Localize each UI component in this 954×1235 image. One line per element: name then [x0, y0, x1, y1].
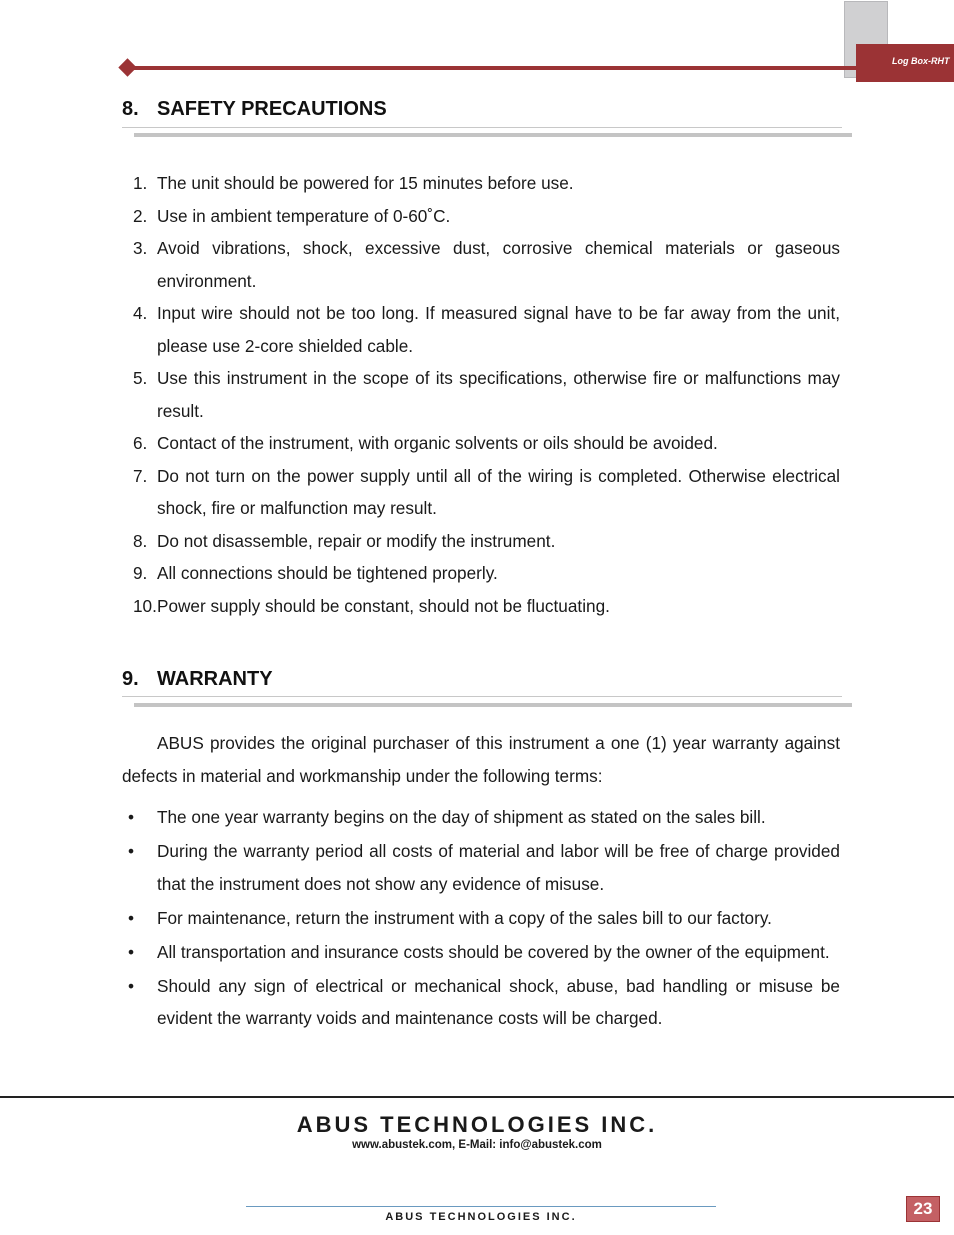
list-item: • During the warranty period all costs of material and labor will be free of charge provided that the instrument does not show any evidence of misuse.	[128, 841, 840, 894]
list-item: 3. Avoid vibrations, shock, excessive dust, corrosive chemical materials or gaseous environment.	[133, 238, 840, 291]
footer-thin-rule	[246, 1206, 716, 1207]
list-item: 1. The unit should be powered for 15 minutes before use.	[133, 173, 574, 193]
section-title: SAFETY PRECAUTIONS	[157, 98, 387, 120]
footer-rule	[0, 1096, 954, 1098]
list-item: 2. Use in ambient temperature of 0-60˚C.	[133, 205, 451, 226]
list-item: • All transportation and insurance costs should be covered by the owner of the equipment.	[128, 941, 830, 962]
footer-company: ABUS TECHNOLOGIES INC.	[296, 1112, 658, 1137]
heading-rule-thick	[134, 133, 852, 137]
section-title: WARRANTY	[157, 668, 273, 690]
footer-company-small: ABUS TECHNOLOGIES INC.	[385, 1211, 577, 1223]
list-item: • For maintenance, return the instrument with a copy of the sales bill to our factory.	[128, 907, 772, 928]
list-item: 6. Contact of the instrument, with organic solvents or oils should be avoided.	[133, 433, 718, 453]
section-number: 8.	[122, 98, 139, 120]
safety-list	[120, 167, 840, 622]
header-diamond	[118, 58, 136, 76]
header-rule	[124, 66, 856, 70]
list-item: • The one year warranty begins on the day of shipment as stated on the sales bill.	[128, 807, 766, 827]
section-number: 9.	[122, 668, 139, 690]
page-number: 23	[906, 1196, 940, 1222]
section-heading-safety	[122, 98, 387, 121]
footer-contact: www.abustek.com, E-Mail: info@abustek.com	[352, 1139, 602, 1151]
heading-rule	[122, 696, 842, 697]
warranty-intro: ABUS provides the original purchaser of this instrument a one (1) year warranty against defects in material and workmanship under the following terms:	[122, 733, 840, 786]
list-item: 5. Use this instrument in the scope of its specifications, otherwise fire or malfunctions may result.	[133, 368, 840, 421]
heading-rule	[122, 127, 842, 128]
list-item: • Should any sign of electrical or mechanical shock, abuse, bad handling or misuse be evident the warranty voids and maintenance costs will be charged.	[128, 975, 840, 1028]
heading-rule-thick	[134, 703, 852, 707]
warranty-list	[120, 801, 840, 1036]
section-heading-warranty	[122, 668, 273, 691]
list-item: 9. All connections should be tightened properly.	[133, 563, 498, 583]
list-item: 4. Input wire should not be too long. If measured signal have to be far away from the unit, please use 2-core shielded cable.	[133, 303, 840, 356]
list-item: 8. Do not disassemble, repair or modify the instrument.	[133, 530, 556, 551]
list-item: 10. Power supply should be constant, should not be fluctuating.	[133, 595, 610, 616]
list-item: 7. Do not turn on the power supply until all of the wiring is completed. Otherwise electrical shock, fire or malfunction may result.	[133, 465, 840, 518]
header-label: Log Box-RHT	[856, 44, 954, 82]
